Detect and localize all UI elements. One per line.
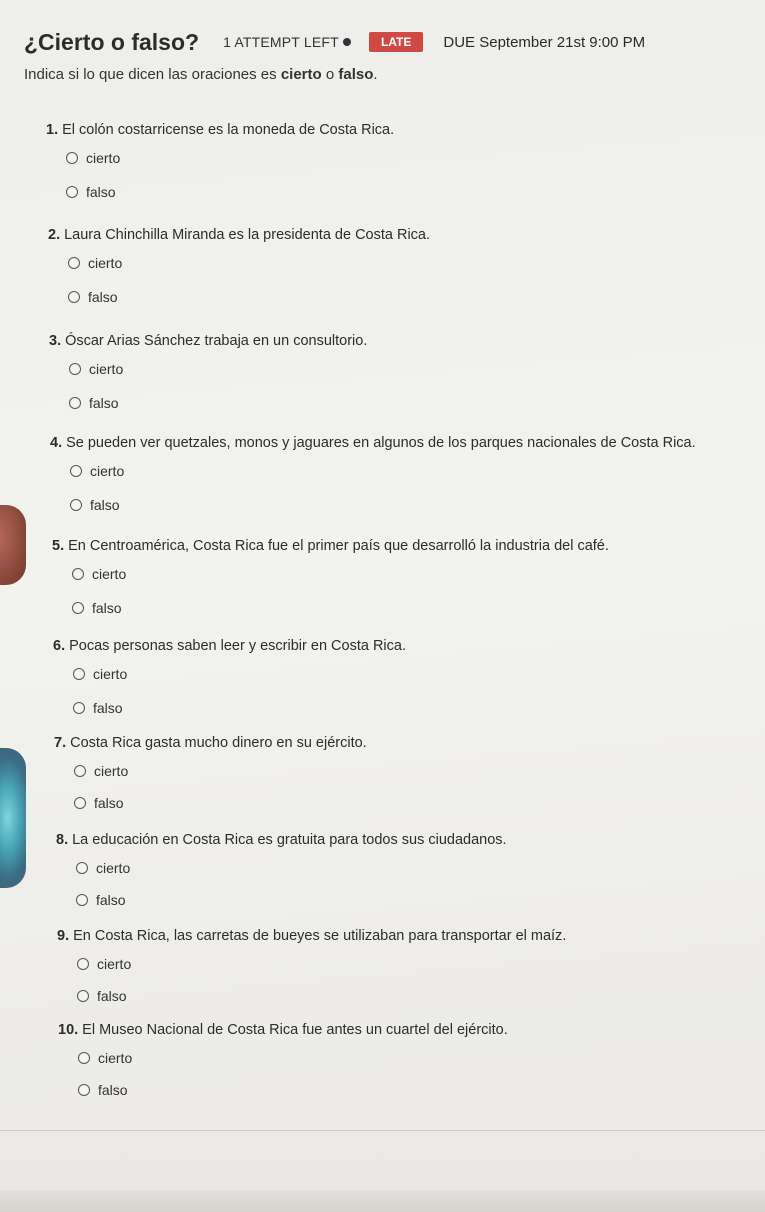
late-badge: LATE <box>369 32 423 52</box>
question-number: 1. <box>46 122 59 138</box>
question-1 <box>46 122 394 204</box>
radio-icon[interactable] <box>68 257 80 269</box>
question-number: 5. <box>52 538 65 554</box>
question-statement: En Costa Rica, las carretas de bueyes se utilizaban para transportar el maíz. <box>73 928 567 944</box>
radio-icon[interactable] <box>70 499 82 511</box>
option-label: cierto <box>88 255 123 271</box>
question-statement: Costa Rica gasta mucho dinero en su ejército. <box>70 735 367 751</box>
question-2 <box>48 227 430 309</box>
option-falso[interactable] <box>72 596 609 620</box>
radio-icon[interactable] <box>74 797 86 809</box>
radio-icon[interactable] <box>73 668 85 680</box>
radio-icon[interactable] <box>78 1052 90 1064</box>
radio-icon[interactable] <box>69 363 81 375</box>
option-label: falso <box>90 497 120 513</box>
question-10 <box>58 1022 508 1102</box>
question-4 <box>50 435 696 517</box>
question-statement: El colón costarricense es la moneda de Costa Rica. <box>62 122 395 138</box>
option-cierto[interactable] <box>66 146 394 170</box>
option-falso[interactable] <box>74 791 367 815</box>
option-label: cierto <box>90 463 125 479</box>
question-number: 2. <box>48 227 61 243</box>
option-label: falso <box>93 700 123 716</box>
question-number: 3. <box>49 333 62 349</box>
option-label: cierto <box>96 860 131 876</box>
question-statement: El Museo Nacional de Costa Rica fue antes un cuartel del ejército. <box>82 1022 508 1038</box>
option-label: falso <box>92 600 122 616</box>
radio-icon[interactable] <box>76 894 88 906</box>
question-statement: En Centroamérica, Costa Rica fue el primer país que desarrolló la industria del café. <box>68 538 609 554</box>
attempts-left <box>223 34 351 50</box>
question-number: 6. <box>53 638 66 654</box>
finger-reflection <box>0 748 26 888</box>
question-9 <box>57 928 566 1008</box>
option-label: cierto <box>94 763 129 779</box>
quiz-header <box>24 22 759 62</box>
option-label: falso <box>88 289 118 305</box>
attempt-dot-icon <box>343 38 351 46</box>
question-statement: Óscar Arias Sánchez trabaja en un consultorio. <box>65 333 368 349</box>
option-falso[interactable] <box>77 984 566 1008</box>
instructions-suffix: . <box>373 66 378 83</box>
option-label: falso <box>98 1082 128 1098</box>
question-number: 7. <box>54 735 67 751</box>
radio-icon[interactable] <box>74 765 86 777</box>
question-text <box>54 735 367 751</box>
option-falso[interactable] <box>66 180 394 204</box>
radio-icon[interactable] <box>77 958 89 970</box>
question-number: 9. <box>57 928 70 944</box>
option-cierto[interactable] <box>78 1046 508 1070</box>
option-label: falso <box>97 988 127 1004</box>
option-label: cierto <box>86 150 121 166</box>
question-statement: La educación en Costa Rica es gratuita para todos sus ciudadanos. <box>72 832 507 848</box>
option-label: cierto <box>97 956 132 972</box>
attempts-label: 1 ATTEMPT LEFT <box>223 34 339 50</box>
instructions-middle: o <box>321 66 339 83</box>
option-falso[interactable] <box>78 1078 508 1102</box>
question-statement: Pocas personas saben leer y escribir en Costa Rica. <box>69 638 406 654</box>
option-label: falso <box>94 795 124 811</box>
option-cierto[interactable] <box>68 251 430 275</box>
option-falso[interactable] <box>68 285 430 309</box>
option-cierto[interactable] <box>73 662 406 686</box>
option-cierto[interactable] <box>74 759 367 783</box>
screen-edge <box>0 1190 765 1212</box>
radio-icon[interactable] <box>66 186 78 198</box>
radio-icon[interactable] <box>72 602 84 614</box>
question-text <box>56 832 507 848</box>
option-cierto[interactable] <box>72 562 609 586</box>
option-falso[interactable] <box>73 696 406 720</box>
question-8 <box>56 832 507 912</box>
radio-icon[interactable] <box>66 152 78 164</box>
instructions-falso: falso <box>338 66 374 83</box>
option-falso[interactable] <box>69 391 367 415</box>
question-7 <box>54 735 367 815</box>
option-label: falso <box>86 184 116 200</box>
radio-icon[interactable] <box>69 397 81 409</box>
option-cierto[interactable] <box>70 459 696 483</box>
instructions-cierto: cierto <box>280 66 322 83</box>
radio-icon[interactable] <box>72 568 84 580</box>
question-text <box>46 122 394 138</box>
question-3 <box>49 333 367 415</box>
option-cierto[interactable] <box>69 357 367 381</box>
page-title: ¿Cierto o falso? <box>24 28 200 55</box>
question-text <box>58 1022 508 1038</box>
option-label: cierto <box>92 566 127 582</box>
radio-icon[interactable] <box>76 862 88 874</box>
question-text <box>57 928 566 944</box>
option-falso[interactable] <box>76 888 507 912</box>
radio-icon[interactable] <box>68 291 80 303</box>
question-statement: Laura Chinchilla Miranda es la presidenta de Costa Rica. <box>64 227 431 243</box>
question-text <box>49 333 367 349</box>
question-number: 4. <box>50 435 63 451</box>
finger-thumb <box>0 505 26 585</box>
option-label: cierto <box>89 361 124 377</box>
radio-icon[interactable] <box>70 465 82 477</box>
question-number: 10. <box>58 1022 79 1038</box>
option-label: cierto <box>98 1050 133 1066</box>
option-label: falso <box>96 892 126 908</box>
option-falso[interactable] <box>70 493 696 517</box>
question-5 <box>52 538 609 620</box>
radio-icon[interactable] <box>77 990 89 1002</box>
due-date: DUE September 21st 9:00 PM <box>443 33 646 51</box>
radio-icon[interactable] <box>78 1084 90 1096</box>
option-cierto[interactable] <box>76 856 507 880</box>
radio-icon[interactable] <box>73 702 85 714</box>
option-label: cierto <box>93 666 128 682</box>
question-text <box>50 435 696 451</box>
instructions-prefix: Indica si lo que dicen las oraciones es <box>24 66 281 83</box>
instructions <box>24 66 378 83</box>
question-text <box>52 538 609 554</box>
option-cierto[interactable] <box>77 952 566 976</box>
question-6 <box>53 638 406 720</box>
option-label: falso <box>89 395 119 411</box>
question-statement: Se pueden ver quetzales, monos y jaguares en algunos de los parques nacionales de Costa Rica. <box>66 435 696 451</box>
question-text <box>53 638 406 654</box>
question-number: 8. <box>56 832 69 848</box>
question-text <box>48 227 430 243</box>
